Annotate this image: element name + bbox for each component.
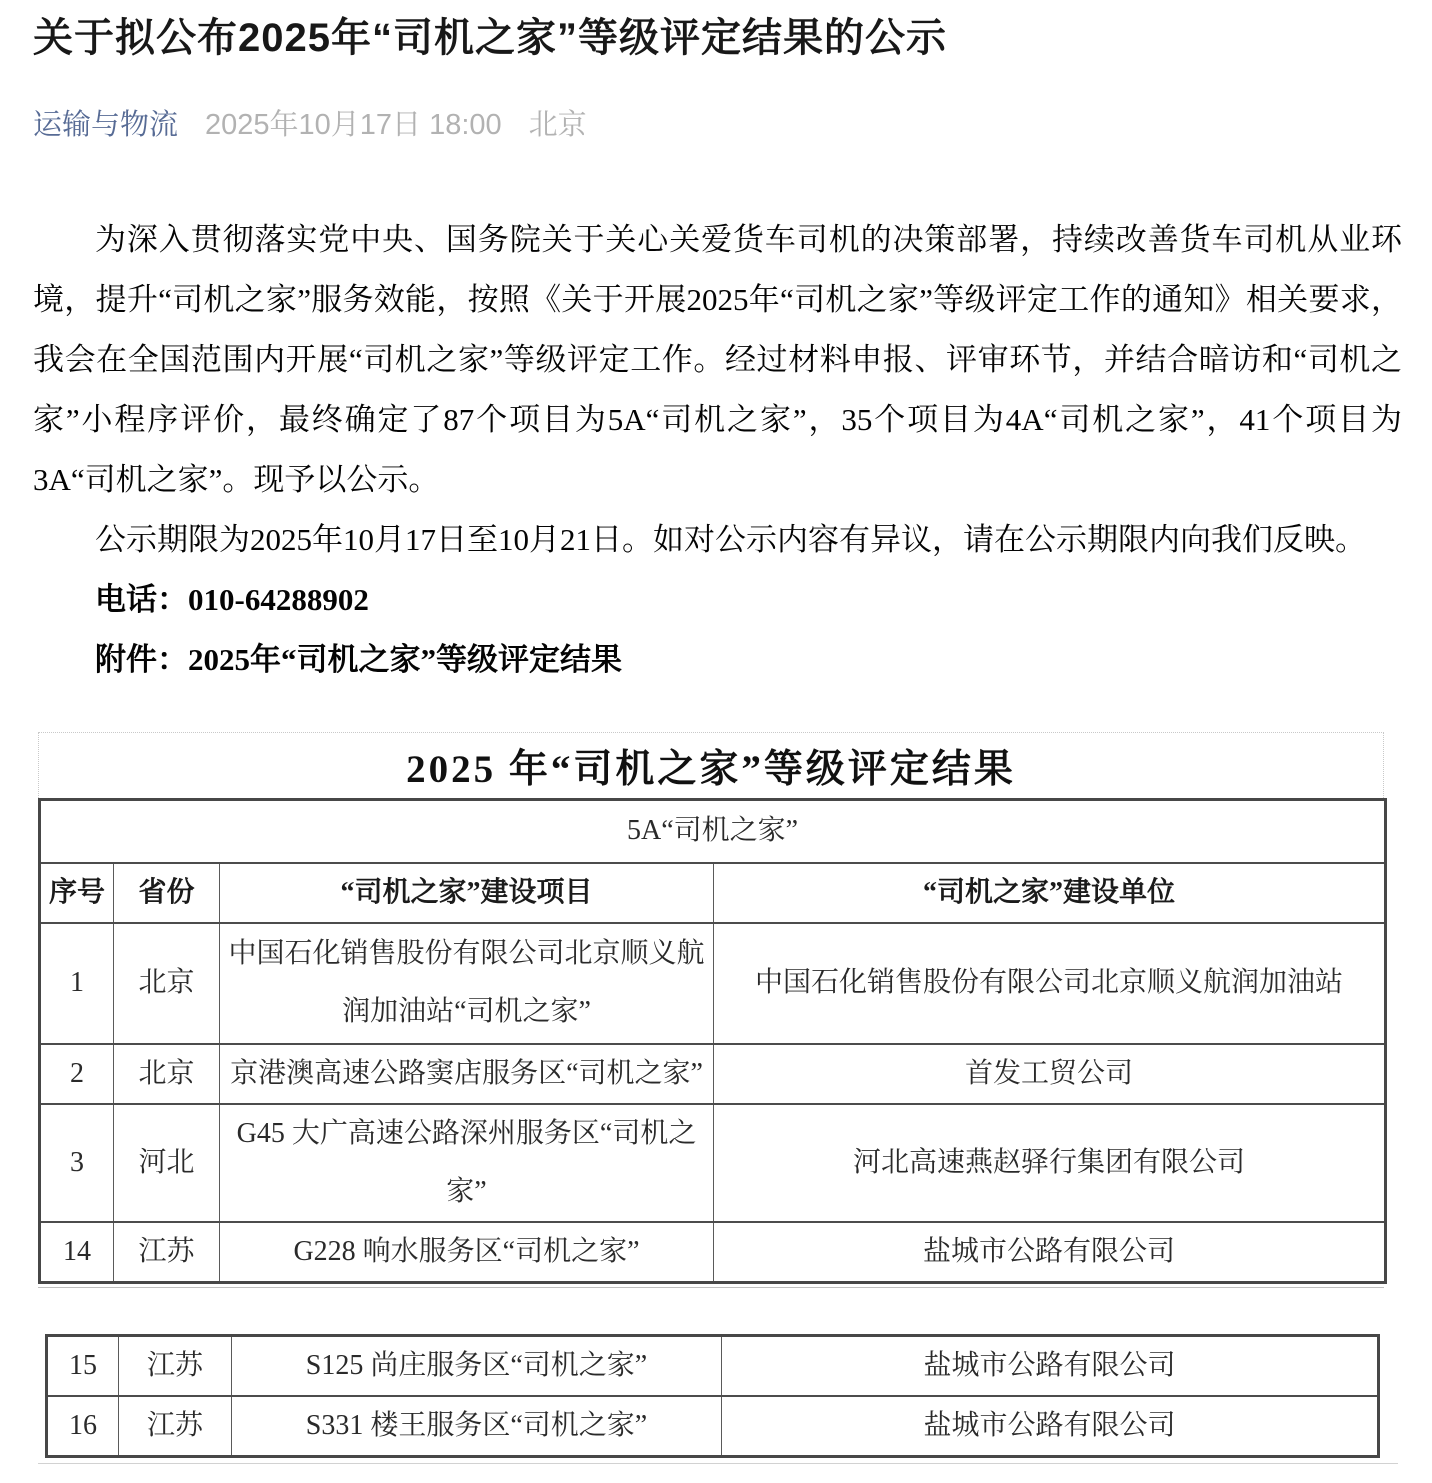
cell-project: G228 响水服务区“司机之家” — [220, 1222, 714, 1283]
cell-unit: 盐城市公路有限公司 — [722, 1396, 1379, 1457]
cell-project: 中国石化销售股份有限公司北京顺义航润加油站“司机之家” — [220, 923, 714, 1044]
column-header-serial: 序号 — [40, 863, 114, 923]
publish-location: 北京 — [528, 109, 587, 141]
cell-serial: 2 — [40, 1044, 114, 1104]
article-title: 关于拟公布2025年“司机之家”等级评定结果的公示 — [33, 16, 947, 60]
section-header-5a: 5A“司机之家” — [40, 800, 1386, 863]
byline — [33, 108, 1402, 142]
column-header-project: “司机之家”建设项目 — [220, 863, 714, 923]
table-title-zone — [38, 732, 1384, 798]
cell-project: S125 尚庄服务区“司机之家” — [232, 1336, 722, 1397]
attachment-table-image[interactable] — [38, 732, 1384, 1464]
cell-project: S331 楼王服务区“司机之家” — [232, 1396, 722, 1457]
cell-province: 北京 — [114, 923, 220, 1044]
column-header-province: 省份 — [114, 863, 220, 923]
cell-unit: 盐城市公路有限公司 — [722, 1336, 1379, 1397]
phone-line: 电话：010-64288902 — [95, 582, 369, 617]
segment-gap — [38, 1288, 1384, 1334]
article-body — [33, 210, 1402, 690]
cell-province: 江苏 — [119, 1396, 232, 1457]
table-title: 2025 年“司机之家”等级评定结果 — [406, 747, 1016, 791]
cell-unit: 首发工贸公司 — [714, 1044, 1386, 1104]
paragraph-intro: 为深入贯彻落实党中央、国务院关于关心关爱货车司机的决策部署，持续改善货车司机从业环境，提升“司机之家”服务效能，按照《关于开展2025年“司机之家”等级评定工作的通知》相关要求，我会在全国范围内开展“司机之家”等级评定工作。经过材料申报、评审环节，并结合暗访和“司机之家”小程序评价，最终确定了87个项目为5A“司机之家”，35个项目为4A“司机之家”，41个项目为3A“司机之家”。现予以公示。 — [33, 222, 1402, 497]
cell-project: G45 大广高速公路深州服务区“司机之家” — [220, 1104, 714, 1222]
cell-province: 江苏 — [114, 1222, 220, 1283]
cell-province: 江苏 — [119, 1336, 232, 1397]
article — [0, 12, 1432, 690]
rating-table-top-segment — [38, 798, 1387, 1284]
column-header-unit: “司机之家”建设单位 — [714, 863, 1386, 923]
cell-project: 京港澳高速公路窦店服务区“司机之家” — [220, 1044, 714, 1104]
paragraph-period: 公示期限为2025年10月17日至10月21日。如对公示内容有异议，请在公示期限内向我们反映。 — [95, 522, 1366, 557]
cell-province: 河北 — [114, 1104, 220, 1222]
cell-unit: 盐城市公路有限公司 — [714, 1222, 1386, 1283]
publish-datetime: 2025年10月17日 18:00 — [205, 109, 502, 141]
article-page — [0, 12, 1432, 1483]
attachment-line: 附件：2025年“司机之家”等级评定结果 — [95, 642, 622, 677]
cell-serial: 16 — [47, 1396, 119, 1457]
table-row — [40, 1222, 1386, 1283]
table-row — [47, 1336, 1379, 1397]
next-segment-partial-line — [38, 1463, 1398, 1464]
table-row — [47, 1396, 1379, 1457]
table-row — [40, 1044, 1386, 1104]
table-row — [40, 1104, 1386, 1222]
cell-serial: 15 — [47, 1336, 119, 1397]
account-link[interactable]: 运输与物流 — [33, 109, 179, 141]
section-row — [40, 800, 1386, 863]
cell-serial: 14 — [40, 1222, 114, 1283]
table-header-row — [40, 863, 1386, 923]
cell-serial: 1 — [40, 923, 114, 1044]
table-row — [40, 923, 1386, 1044]
cell-unit: 河北高速燕赵驿行集团有限公司 — [714, 1104, 1386, 1222]
cell-province: 北京 — [114, 1044, 220, 1104]
cell-unit: 中国石化销售股份有限公司北京顺义航润加油站 — [714, 923, 1386, 1044]
rating-table-bottom-segment — [45, 1334, 1380, 1458]
cell-serial: 3 — [40, 1104, 114, 1222]
